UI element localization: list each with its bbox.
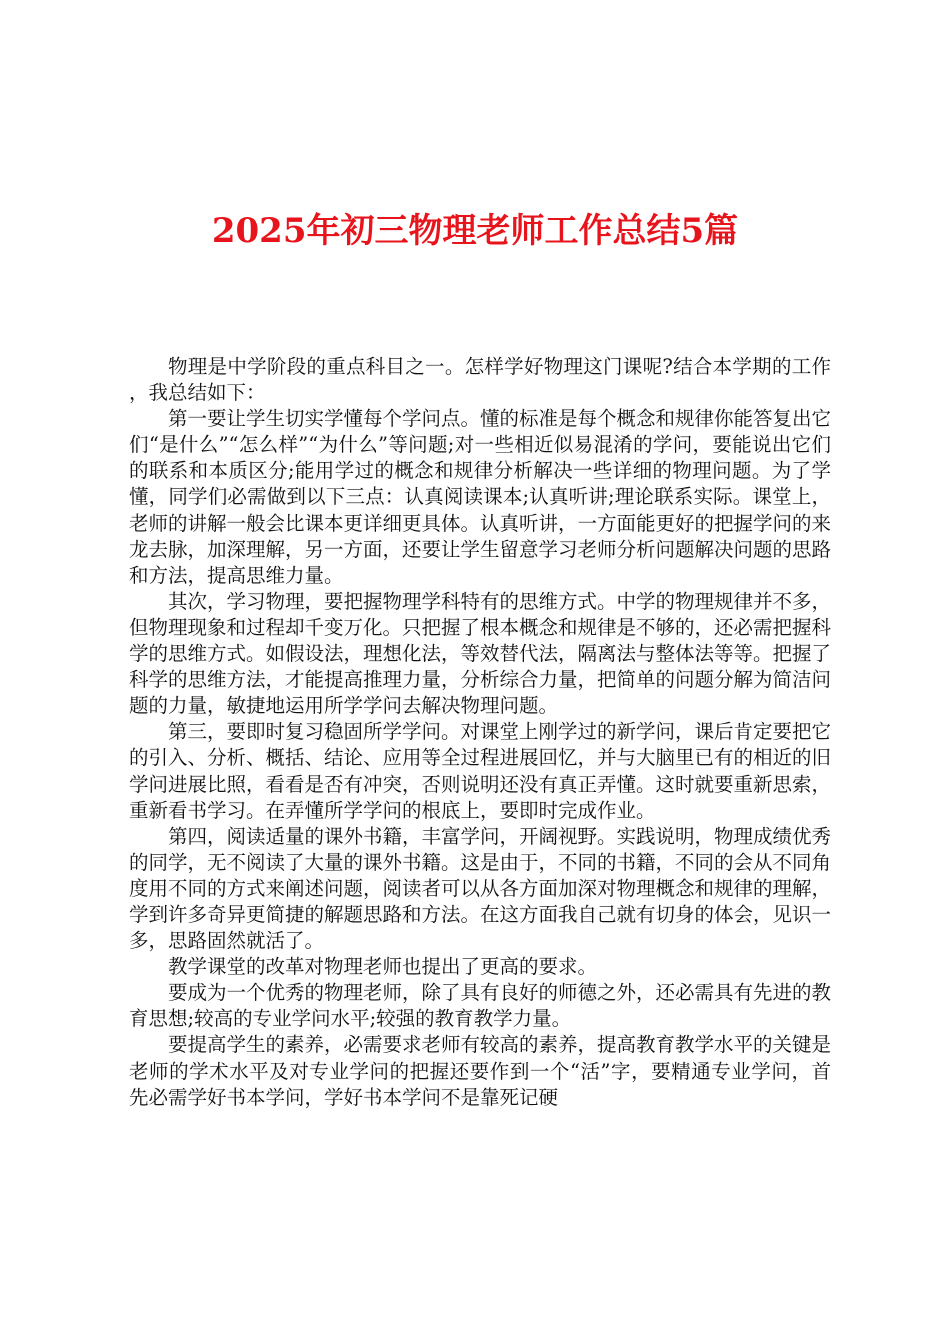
paragraph-second-point: 其次，学习物理，要把握物理学科特有的思维方式。中学的物理规律并不多，但物理现象和过程却千变万化。只把握了根本概念和规律是不够的，还必需把握科学的思维方式。如假设法，理想化法，等效替代法，隔离法与整体法等等。把握了科学的思维方法，才能提高推理力量，分析综合力量，把简单的问题分解为简洁问题的力量，敏捷地运用所学学问去解决物理问题。 — [129, 589, 832, 718]
paragraph-first-point: 第一要让学生切实学懂每个学问点。懂的标准是每个概念和规律你能答复出它们“是什么”“怎么样”“为什么”等问题;对一些相近似易混淆的学问，要能说出它们的联系和本质区分;能用学过的概念和规律分析解决一些详细的物理问题。为了学懂，同学们必需做到以下三点：认真阅读课本;认真听讲;理论联系实际。课堂上，老师的讲解一般会比课本更详细更具体。认真听讲，一方面能更好的把握学问的来龙去脉，加深理解，另一方面，还要让学生留意学习老师分析问题解决问题的思路和方法，提高思维力量。 — [129, 407, 832, 587]
paragraph-fourth-point: 第四，阅读适量的课外书籍，丰富学问，开阔视野。实践说明，物理成绩优秀的同学，无不阅读了大量的课外书籍。这是由于，不同的书籍，不同的会从不同角度用不同的方式来阐述问题，阅读者可以从各方面加深对物理概念和规律的理解，学到许多奇异更简捷的解题思路和方法。在这方面我自己就有切身的体会，见识一多，思路固然就活了。 — [129, 824, 832, 953]
document-title: 2025年初三物理老师工作总结5篇 — [211, 211, 739, 251]
document-body — [129, 354, 831, 1111]
paragraph-excellent-teacher: 要成为一个优秀的物理老师，除了具有良好的师德之外，还必需具有先进的教育思想;较高的专业学问水平;较强的教育教学力量。 — [129, 981, 832, 1031]
paragraph-teacher-quality: 要提高学生的素养，必需要求老师有较高的素养，提高教育教学水平的关键是老师的学术水平及对专业学问的把握还要作到一个“活”字，要精通专业学问，首先必需学好书本学问，学好书本学问不是靠死记硬 — [129, 1033, 832, 1109]
paragraph-classroom-reform: 教学课堂的改革对物理老师也提出了更高的要求。 — [168, 955, 598, 979]
paragraph-intro: 物理是中学阶段的重点科目之一。怎样学好物理这门课呢?结合本学期的工作，我总结如下： — [129, 355, 831, 405]
paragraph-third-point: 第三，要即时复习稳固所学学问。对课堂上刚学过的新学问，课后肯定要把它的引入、分析、概括、结论、应用等全过程进展回忆，并与大脑里已有的相近的旧学问进展比照，看看是否有冲突，否则说明还没有真正弄懂。这时就要重新思索，重新看书学习。在弄懂所学学问的根底上，要即时完成作业。 — [129, 720, 832, 822]
